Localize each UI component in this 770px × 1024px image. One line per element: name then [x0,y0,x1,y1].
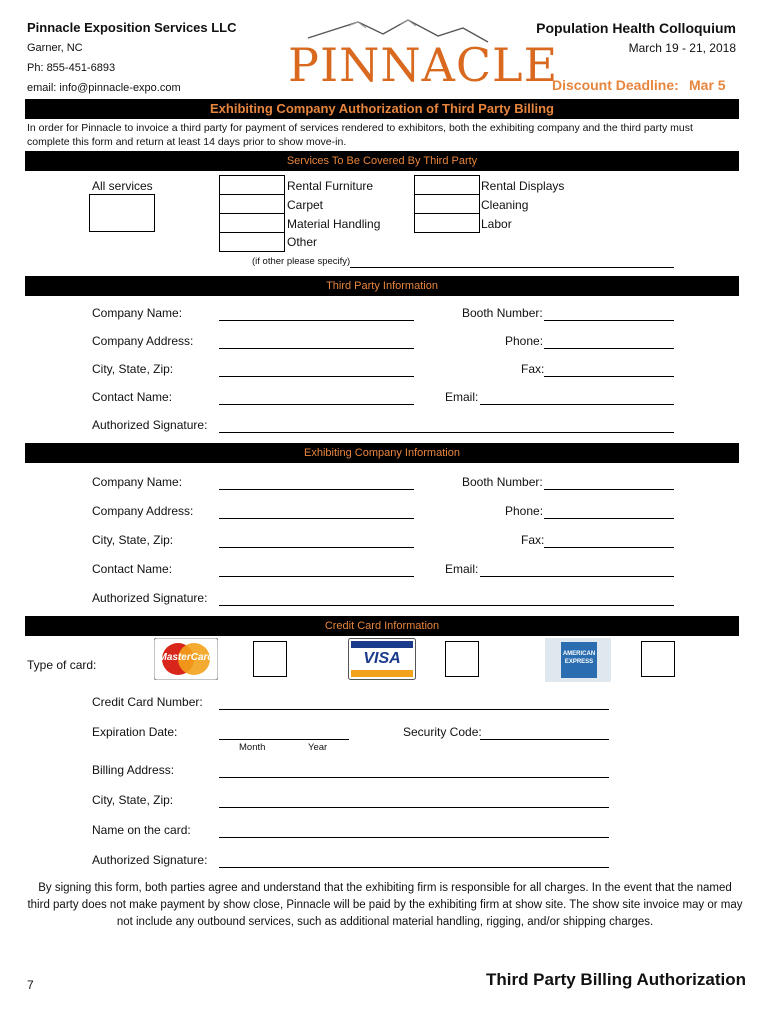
form-title: Exhibiting Company Authorization of Third Party Billing [25,99,739,119]
billing-address-label: Billing Address: [92,763,175,777]
ex-city-field[interactable] [219,547,414,548]
security-code-label: Security Code: [403,725,482,739]
mastercard-checkbox[interactable] [253,641,287,677]
ex-fax-label: Fax: [521,533,545,547]
deadline-label: Discount Deadline: [552,77,679,93]
other-specify-field[interactable] [350,267,674,268]
amex-checkbox[interactable] [641,641,675,677]
tp-address-label: Company Address: [92,334,194,348]
carpet-label: Carpet [287,198,324,212]
all-services-checkbox[interactable] [89,194,155,232]
company-name: Pinnacle Exposition Services LLC [27,20,237,35]
card-number-field[interactable] [219,709,609,710]
name-on-card-label: Name on the card: [92,823,191,837]
ex-address-label: Company Address: [92,504,194,518]
ex-booth-label: Booth Number: [462,475,543,489]
tp-email-label: Email: [445,390,479,404]
carpet-checkbox[interactable] [219,194,285,214]
tp-company-name-field[interactable] [219,320,414,321]
company-email: email: info@pinnacle-expo.com [27,82,181,94]
tp-phone-label: Phone: [505,334,544,348]
services-header: Services To Be Covered By Third Party [25,151,739,171]
deadline-value: Mar 5 [689,77,726,93]
ex-contact-field[interactable] [219,576,414,577]
material-handling-checkbox[interactable] [219,213,285,233]
pinnacle-logo [288,18,559,96]
tp-fax-label: Fax: [521,362,545,376]
footer-title: Third Party Billing Authorization [485,970,746,989]
ex-fax-field[interactable] [544,547,674,548]
ex-phone-field[interactable] [544,518,674,519]
ex-signature-field[interactable] [219,605,674,606]
tp-contact-field[interactable] [219,404,414,405]
company-phone: Ph: 855-451-6893 [27,62,116,74]
logo-wordmark: PINNACLE [288,38,559,92]
tp-phone-field[interactable] [544,348,674,349]
name-on-card-field[interactable] [219,837,609,838]
cc-signature-field[interactable] [219,867,609,868]
visa-logo [348,638,416,680]
tp-signature-label: Authorized Signature: [92,418,208,432]
labor-label: Labor [481,217,512,231]
exhibiting-header: Exhibiting Company Information [25,443,739,463]
year-label: Year [308,742,328,753]
card-type-label: Type of card: [27,658,97,672]
company-city: Garner, NC [27,42,83,54]
ex-email-field[interactable] [480,576,674,577]
expiration-field[interactable] [219,739,349,740]
ex-company-name-field[interactable] [219,489,414,490]
rental-displays-label: Rental Displays [481,179,565,193]
rental-displays-checkbox[interactable] [414,175,480,195]
tp-company-name-label: Company Name: [92,306,183,320]
third-party-header: Third Party Information [25,276,739,296]
event-title: Population Health Colloquium [536,20,736,36]
event-dates: March 19 - 21, 2018 [628,41,736,55]
tp-booth-field[interactable] [544,320,674,321]
card-number-label: Credit Card Number: [92,695,203,709]
ex-city-label: City, State, Zip: [92,533,174,547]
other-checkbox[interactable] [219,232,285,252]
tp-city-label: City, State, Zip: [92,362,174,376]
mastercard-logo [154,638,218,680]
billing-address-field[interactable] [219,777,609,778]
cc-city-field[interactable] [219,807,609,808]
visa-checkbox[interactable] [445,641,479,677]
tp-fax-field[interactable] [544,376,674,377]
cleaning-label: Cleaning [481,198,529,212]
material-handling-label: Material Handling [287,217,381,231]
tp-contact-label: Contact Name: [92,390,173,404]
cleaning-checkbox[interactable] [414,194,480,214]
terms-paragraph: By signing this form, both parties agree and understand that the exhibiting firm is responsible for all charges. In the event that the named third party does not make payment by show close, Pinnacle will be paid by the exhibiting firm at show site. The show site invoice may or may not include any outbound services, such as additional material handling, rigging, and/or shipping charges. [27,882,743,928]
amex-text: AMERICAN EXPRESS [562,651,596,665]
mastercard-text: MasterCard [158,652,214,663]
credit-card-header: Credit Card Information [25,616,739,636]
page-number: 7 [27,978,34,992]
tp-city-field[interactable] [219,376,414,377]
tp-booth-label: Booth Number: [462,306,543,320]
ex-company-name-label: Company Name: [92,475,183,489]
security-code-field[interactable] [480,739,609,740]
all-services-label: All services [92,179,153,193]
cc-signature-label: Authorized Signature: [92,853,208,867]
tp-signature-field[interactable] [219,432,674,433]
tp-email-field[interactable] [480,404,674,405]
month-label: Month [239,742,266,753]
rental-furniture-label: Rental Furniture [287,179,374,193]
other-label: Other [287,235,318,249]
tp-address-field[interactable] [219,348,414,349]
rental-furniture-checkbox[interactable] [219,175,285,195]
other-note: (if other please specify) [252,256,351,267]
ex-booth-field[interactable] [544,489,674,490]
ex-signature-label: Authorized Signature: [92,591,208,605]
visa-text: VISA [363,650,401,667]
ex-phone-label: Phone: [505,504,544,518]
expiration-label: Expiration Date: [92,725,178,739]
ex-address-field[interactable] [219,518,414,519]
ex-contact-label: Contact Name: [92,562,173,576]
amex-logo [545,638,611,682]
ex-email-label: Email: [445,562,479,576]
cc-city-label: City, State, Zip: [92,793,174,807]
labor-checkbox[interactable] [414,213,480,233]
intro-text: In order for Pinnacle to invoice a third party for payment of services rendered to exhibitors, both the exhibiting company and the third party must complete this form and return at least 14 days prior to show move-in. [27,122,693,148]
